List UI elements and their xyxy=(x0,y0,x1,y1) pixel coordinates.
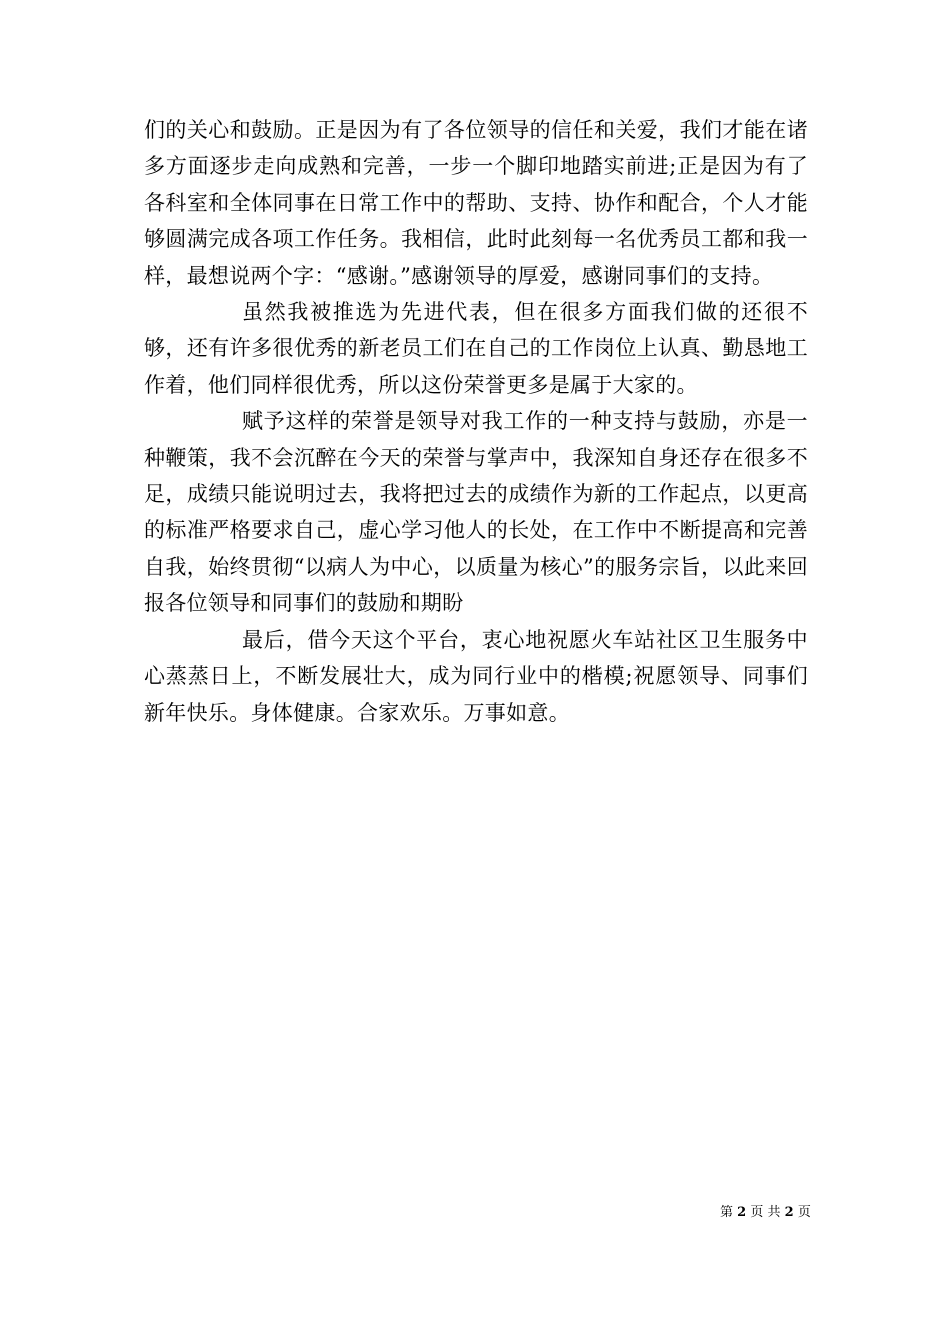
footer-current-page: 2 xyxy=(737,1205,747,1220)
footer-total-pages: 2 xyxy=(784,1205,794,1220)
paragraph-2: 虽然我被推选为先进代表，但在很多方面我们做的还很不够，还有许多很优秀的新老员工们在自己的工作岗位上认真、勤恳地工作着，他们同样很优秀，所以这份荣誉更多是属于大家的。 xyxy=(144,300,808,397)
footer-middle: 页 共 xyxy=(750,1205,781,1220)
paragraph-4: 最后，借今天这个平台，衷心地祝愿火车站社区卫生服务中心蒸蒸日上，不断发展壮大，成为同行业中的楷模;祝愿领导、同事们新年快乐。身体健康。合家欢乐。万事如意。 xyxy=(144,627,808,725)
footer-suffix: 页 xyxy=(797,1205,811,1220)
page-number-footer xyxy=(720,1204,811,1222)
document-body xyxy=(144,112,808,731)
paragraph-1: 们的关心和鼓励。正是因为有了各位领导的信任和关爱，我们才能在诸多方面逐步走向成熟和完善，一步一个脚印地踏实前进;正是因为有了各科室和全体同事在日常工作中的帮助、支持、协作和配合，个人才能够圆满完成各项工作任务。我相信，此时此刻每一名优秀员工都和我一样，最想说两个字：“感谢。”感谢领导的厚爱，感谢同事们的支持。 xyxy=(144,118,808,288)
footer-prefix: 第 xyxy=(720,1205,734,1220)
paragraph-3: 赋予这样的荣誉是领导对我工作的一种支持与鼓励，亦是一种鞭策，我不会沉醉在今天的荣誉与掌声中，我深知自身还存在很多不足，成绩只能说明过去，我将把过去的成绩作为新的工作起点，以更高的标准严格要求自己，虚心学习他人的长处，在工作中不断提高和完善自我，始终贯彻“以病人为中心，以质量为核心”的服务宗旨，以此来回报各位领导和同事们的鼓励和期盼 xyxy=(144,409,808,616)
